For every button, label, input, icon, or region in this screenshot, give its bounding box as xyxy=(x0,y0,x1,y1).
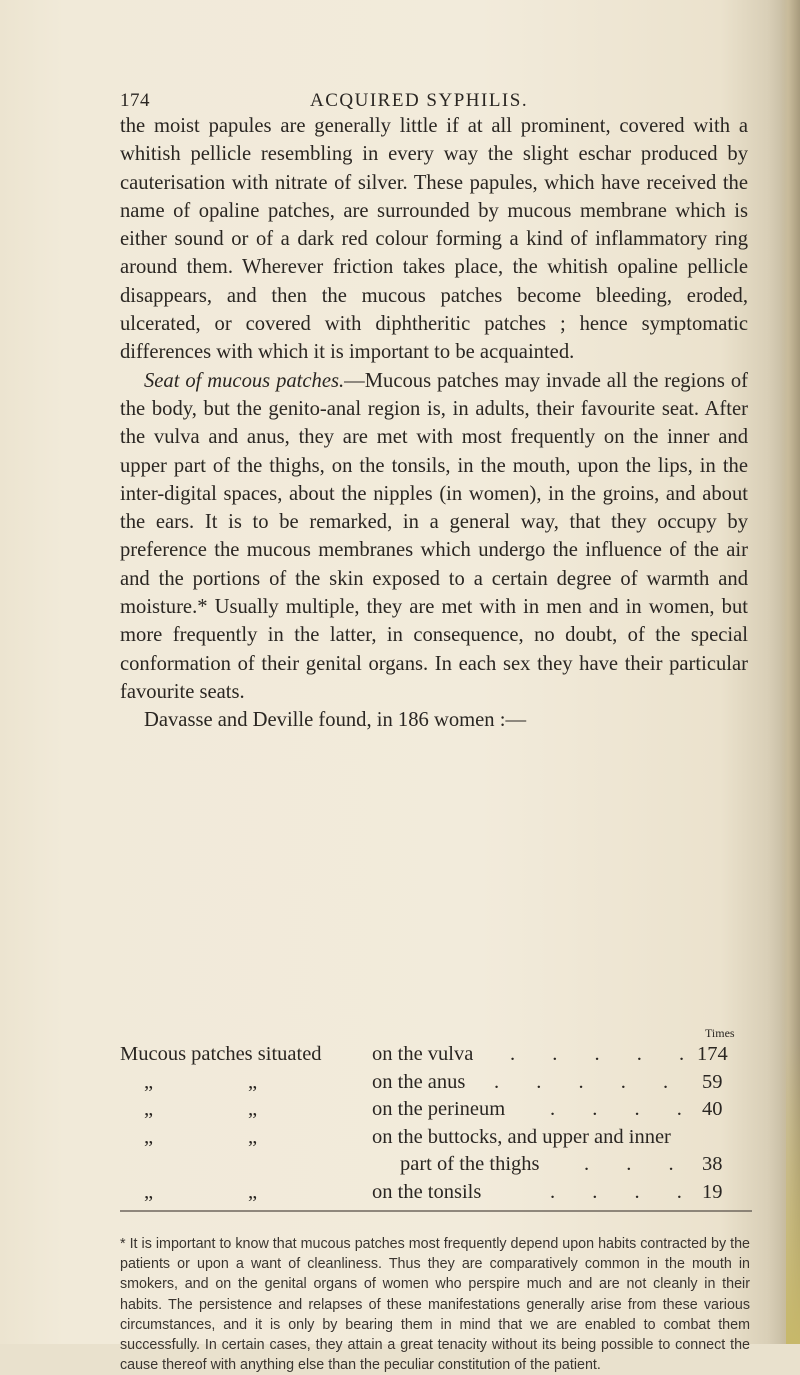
table-row xyxy=(120,1041,760,1069)
ditto-mark: „ xyxy=(144,1070,154,1093)
row-label: on the buttocks, and upper and inner xyxy=(372,1125,671,1148)
footnote: * It is important to know that mucous patches most frequently depend upon habits contracted by the patients or upon a want of cleanliness. Thus they are comparatively common in the mouth in smokers, and on the genital organs of women who perspire much and are not cleanly in their habits. The persistence and relapses of these manifestations generally arise from these various circumstances, and it is only by bearing them in mind that we are enabled to combat them successfully. In certain cases, they attain a great tenacity without its being possible to connect the cause thereof with anything else than the peculiar constitution of the patient. xyxy=(120,1236,750,1374)
row-label: on the vulva xyxy=(372,1043,474,1065)
ditto-mark: „ xyxy=(248,1180,258,1203)
statistics-table xyxy=(120,1041,760,1206)
page-stain xyxy=(786,1044,800,1344)
table-row xyxy=(120,1124,760,1152)
row-count: 59 xyxy=(702,1070,723,1093)
row-label: on the tonsils xyxy=(372,1180,482,1203)
running-title: ACQUIRED SYPHILIS. xyxy=(310,90,529,111)
table-row xyxy=(120,1069,760,1097)
row-label: on the perineum xyxy=(372,1098,506,1120)
row-count: 38 xyxy=(702,1153,723,1175)
section-heading: Seat of mucous patches. xyxy=(144,369,345,392)
leader-dots: . . . . . xyxy=(494,1070,685,1093)
ditto-mark: „ xyxy=(144,1125,154,1148)
ditto-mark: „ xyxy=(144,1098,154,1120)
footnote-rule xyxy=(120,1210,752,1212)
table-row xyxy=(120,1096,760,1124)
table-row xyxy=(120,1179,760,1207)
times-column-label: Times xyxy=(705,1026,735,1040)
row-label: on the anus xyxy=(372,1070,466,1093)
ditto-mark: „ xyxy=(248,1070,258,1093)
row-count: 40 xyxy=(702,1098,723,1120)
paragraph-2 xyxy=(120,367,748,707)
paragraph-2-text: —Mucous patches may invade all the regions of the body, but the genito-anal region is, in adults, their favourite seat. After the vulva and anus, they are met with most frequently on the inner and upper part of the thighs, on the tonsils, in the mouth, upon the lips, in the inter-digital spaces, about the nipples (in women), in the groins, and about the ears. It is to be remarked, in a general way, that they occupy by preference the mucous membranes which undergo the influence of the air and the portions of the skin exposed to a certain degree of warmth and moisture.* Usually multiple, they are met with in men and in women, but more frequently in the latter, in consequence, no doubt, of the special conformation of their genital organs. In each sex they have their particular favourite seats. xyxy=(120,369,748,703)
leader-dots: . . . xyxy=(584,1153,690,1175)
row-count: 174 xyxy=(697,1043,728,1065)
row-count: 19 xyxy=(702,1180,723,1203)
leader-dots: . . . . xyxy=(550,1098,698,1120)
ditto-mark: „ xyxy=(248,1125,258,1148)
page-number: 174 xyxy=(120,90,150,111)
paragraph-1: the moist papules are generally little if at all prominent, covered with a whitish pellicle resembling in every way the slight eschar produced by cauterisation with nitrate of silver. These papules, which have received the name of opaline patches, are surrounded by mucous membrane which is either sound or of a dark red colour forming a kind of inflammatory ring around them. Wherever friction takes place, the whitish opaline pellicle disappears, and then the mucous patches become bleeding, eroded, ulcerated, or covered with diphtheritic patches ; hence symptomatic differences with which it is important to be acquainted. xyxy=(120,115,748,364)
table-row-continuation xyxy=(120,1151,760,1179)
row-label-continued: part of the thighs xyxy=(400,1153,540,1175)
ditto-mark: „ xyxy=(248,1098,258,1120)
leader-dots: . . . . xyxy=(550,1180,698,1203)
running-header xyxy=(120,90,740,114)
leader-dots: . . . . . xyxy=(510,1043,701,1065)
row-lead: Mucous patches situated xyxy=(120,1043,322,1065)
paragraph-3: Davasse and Deville found, in 186 women :— xyxy=(144,709,527,732)
body-text xyxy=(120,112,748,735)
ditto-mark: „ xyxy=(144,1180,154,1203)
